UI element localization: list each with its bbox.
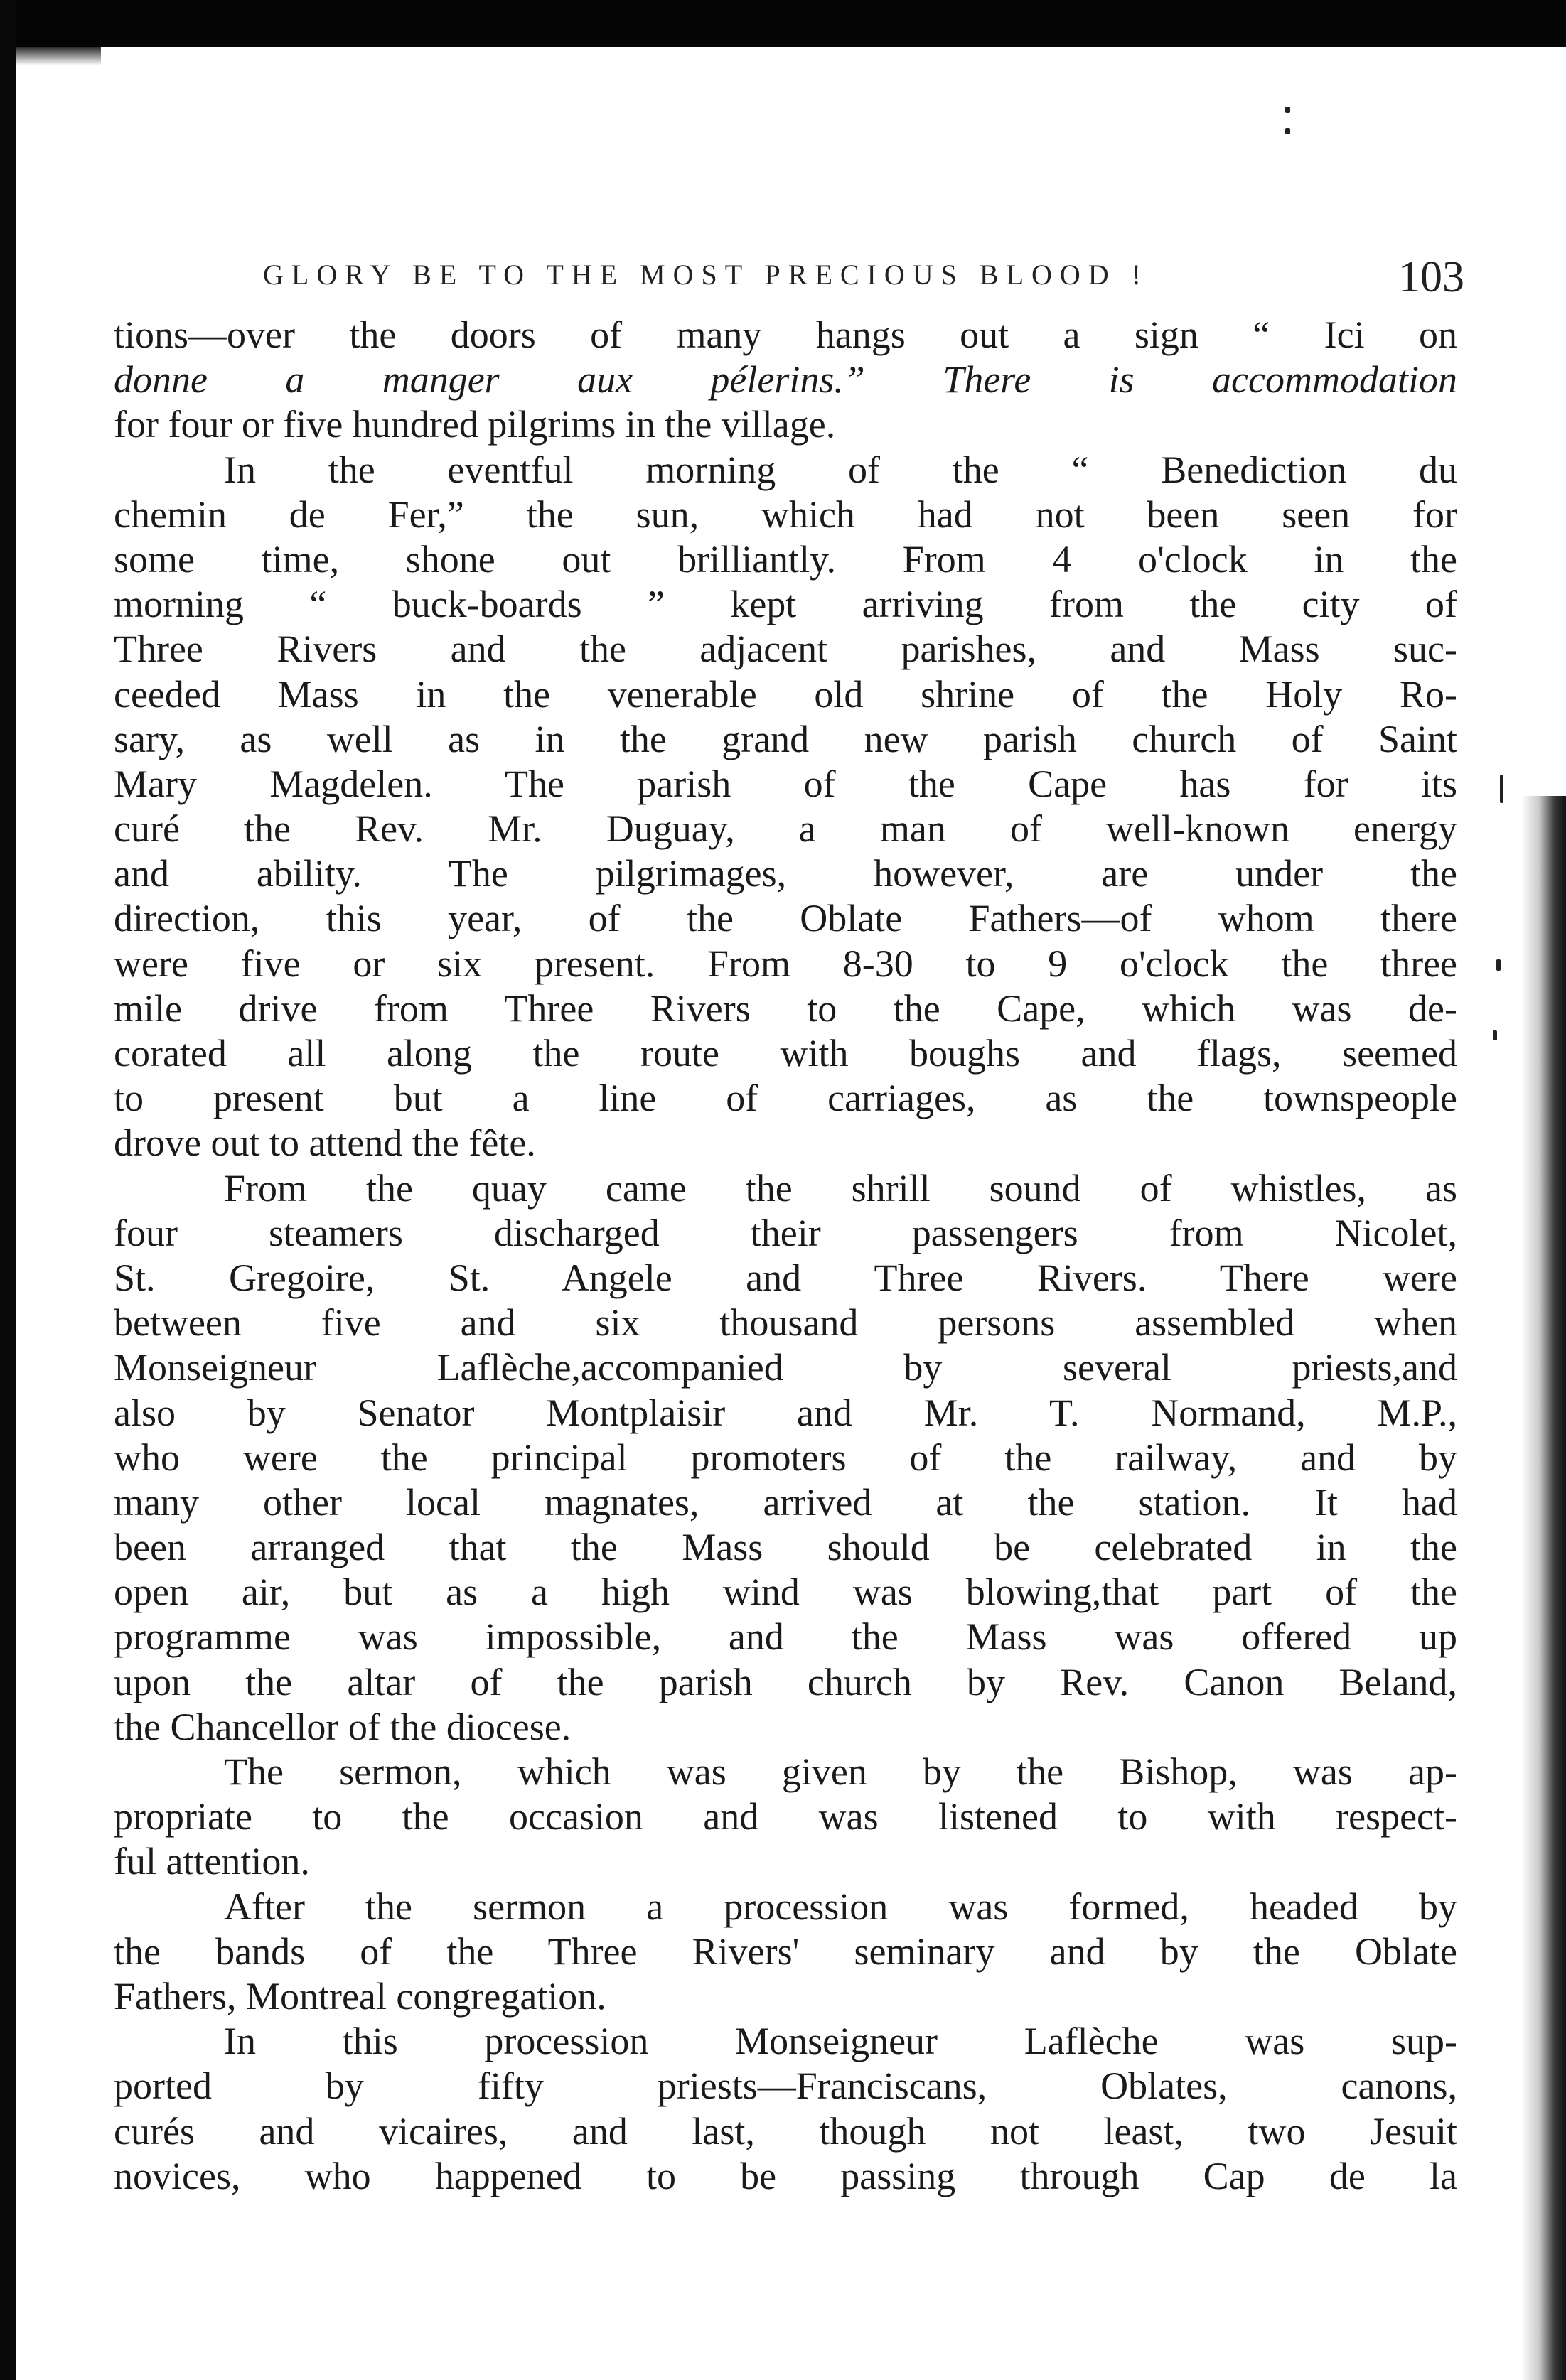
- text-line: upon the altar of the parish church by Rev. Canon Beland,: [114, 1660, 1457, 1703]
- text-line: curé the Rev. Mr. Duguay, a man of well-known energy: [114, 807, 1457, 851]
- scan-speck: [1285, 128, 1290, 134]
- text-line: been arranged that the Mass should be celebrated in the: [114, 1526, 1457, 1569]
- text-line: tions—over the doors of many hangs out a sign “ Ici on: [114, 313, 1457, 356]
- scan-speck: [1500, 775, 1503, 803]
- text-line: for four or five hundred pilgrims in the village.: [114, 403, 836, 446]
- scan-border-left: [0, 0, 16, 2380]
- text-line: After the sermon a procession was formed, headed by: [224, 1885, 1457, 1928]
- scan-speck: [1285, 107, 1290, 113]
- running-header: [263, 252, 1464, 302]
- text-line: four steamers discharged their passengers from Nicolet,: [114, 1211, 1457, 1254]
- text-line: sary, as well as in the grand new parish church of Saint: [114, 717, 1457, 760]
- text-line: novices, who happened to be passing through Cap de la: [114, 2154, 1457, 2197]
- text-line: Three Rivers and the adjacent parishes, and Mass suc-: [114, 628, 1457, 671]
- text-line: who were the principal promoters of the railway, and by: [114, 1436, 1457, 1479]
- text-line: drove out to attend the fête.: [114, 1121, 536, 1165]
- text-line: In this procession Monseigneur Laflèche was sup-: [224, 2020, 1457, 2063]
- text-line: mile drive from Three Rivers to the Cape, which was de-: [114, 986, 1457, 1030]
- text-line: Mary Magdelen. The parish of the Cape has for its: [114, 762, 1457, 805]
- scan-speck: [1496, 959, 1501, 971]
- text-line: and ability. The pilgrimages, however, are under the: [114, 852, 1457, 895]
- text-line: were five or six present. From 8-30 to 9 o'clock the three: [114, 942, 1457, 985]
- text-line: the bands of the Three Rivers' seminary and by the Oblate: [114, 1929, 1457, 1973]
- text-line: corated all along the route with boughs and flags, seemed: [114, 1032, 1457, 1075]
- text-line: Fathers, Montreal congregation.: [114, 1974, 606, 2018]
- text-line: programme was impossible, and the Mass was offered up: [114, 1615, 1457, 1659]
- text-line: chemin de Fer,” the sun, which had not been seen for: [114, 492, 1457, 536]
- text-line: morning “ buck-boards ” kept arriving from the city of: [114, 583, 1457, 626]
- text-line: Monseigneur Laflèche,accompanied by several priests,and: [114, 1346, 1457, 1389]
- text-line: donne a manger aux pélerins.” There is accommodation: [114, 358, 1457, 402]
- page-number: 103: [1398, 253, 1464, 301]
- text-line: some time, shone out brilliantly. From 4 o'clock in the: [114, 537, 1457, 581]
- text-line: the Chancellor of the diocese.: [114, 1705, 572, 1748]
- text-line: propriate to the occasion and was listened to with respect-: [114, 1795, 1457, 1838]
- page-edge-shadow: [1521, 796, 1566, 2380]
- text-line: The sermon, which was given by the Bishop, was ap-: [224, 1750, 1457, 1793]
- text-line: In the eventful morning of the “ Benediction du: [224, 448, 1457, 491]
- text-line: ceeded Mass in the venerable old shrine of the Holy Ro-: [114, 672, 1457, 716]
- scan-speck: [1493, 1030, 1497, 1040]
- scan-shadow: [16, 47, 101, 65]
- text-line: From the quay came the shrill sound of whistles, as: [224, 1166, 1457, 1210]
- text-line: curés and vicaires, and last, though not least, two Jesuit: [114, 2109, 1457, 2153]
- text-line: many other local magnates, arrived at the station. It had: [114, 1480, 1457, 1524]
- text-line: also by Senator Montplaisir and Mr. T. Normand, M.P.,: [114, 1391, 1457, 1434]
- text-line: ful attention.: [114, 1840, 310, 1883]
- text-line: to present but a line of carriages, as the townspeople: [114, 1077, 1457, 1120]
- text-line: between five and six thousand persons assembled when: [114, 1301, 1457, 1345]
- text-line: open air, but as a high wind was blowing,that part of the: [114, 1571, 1457, 1614]
- running-title: GLORY BE TO THE MOST PRECIOUS BLOOD !: [263, 259, 1149, 291]
- body-text: [114, 313, 1457, 2199]
- text-line: direction, this year, of the Oblate Fathers—of whom there: [114, 897, 1457, 940]
- text-line: ported by fifty priests—Franciscans, Oblates, canons,: [114, 2064, 1457, 2108]
- scan-border-top: [0, 0, 1566, 47]
- text-line: St. Gregoire, St. Angele and Three Rivers. There were: [114, 1256, 1457, 1299]
